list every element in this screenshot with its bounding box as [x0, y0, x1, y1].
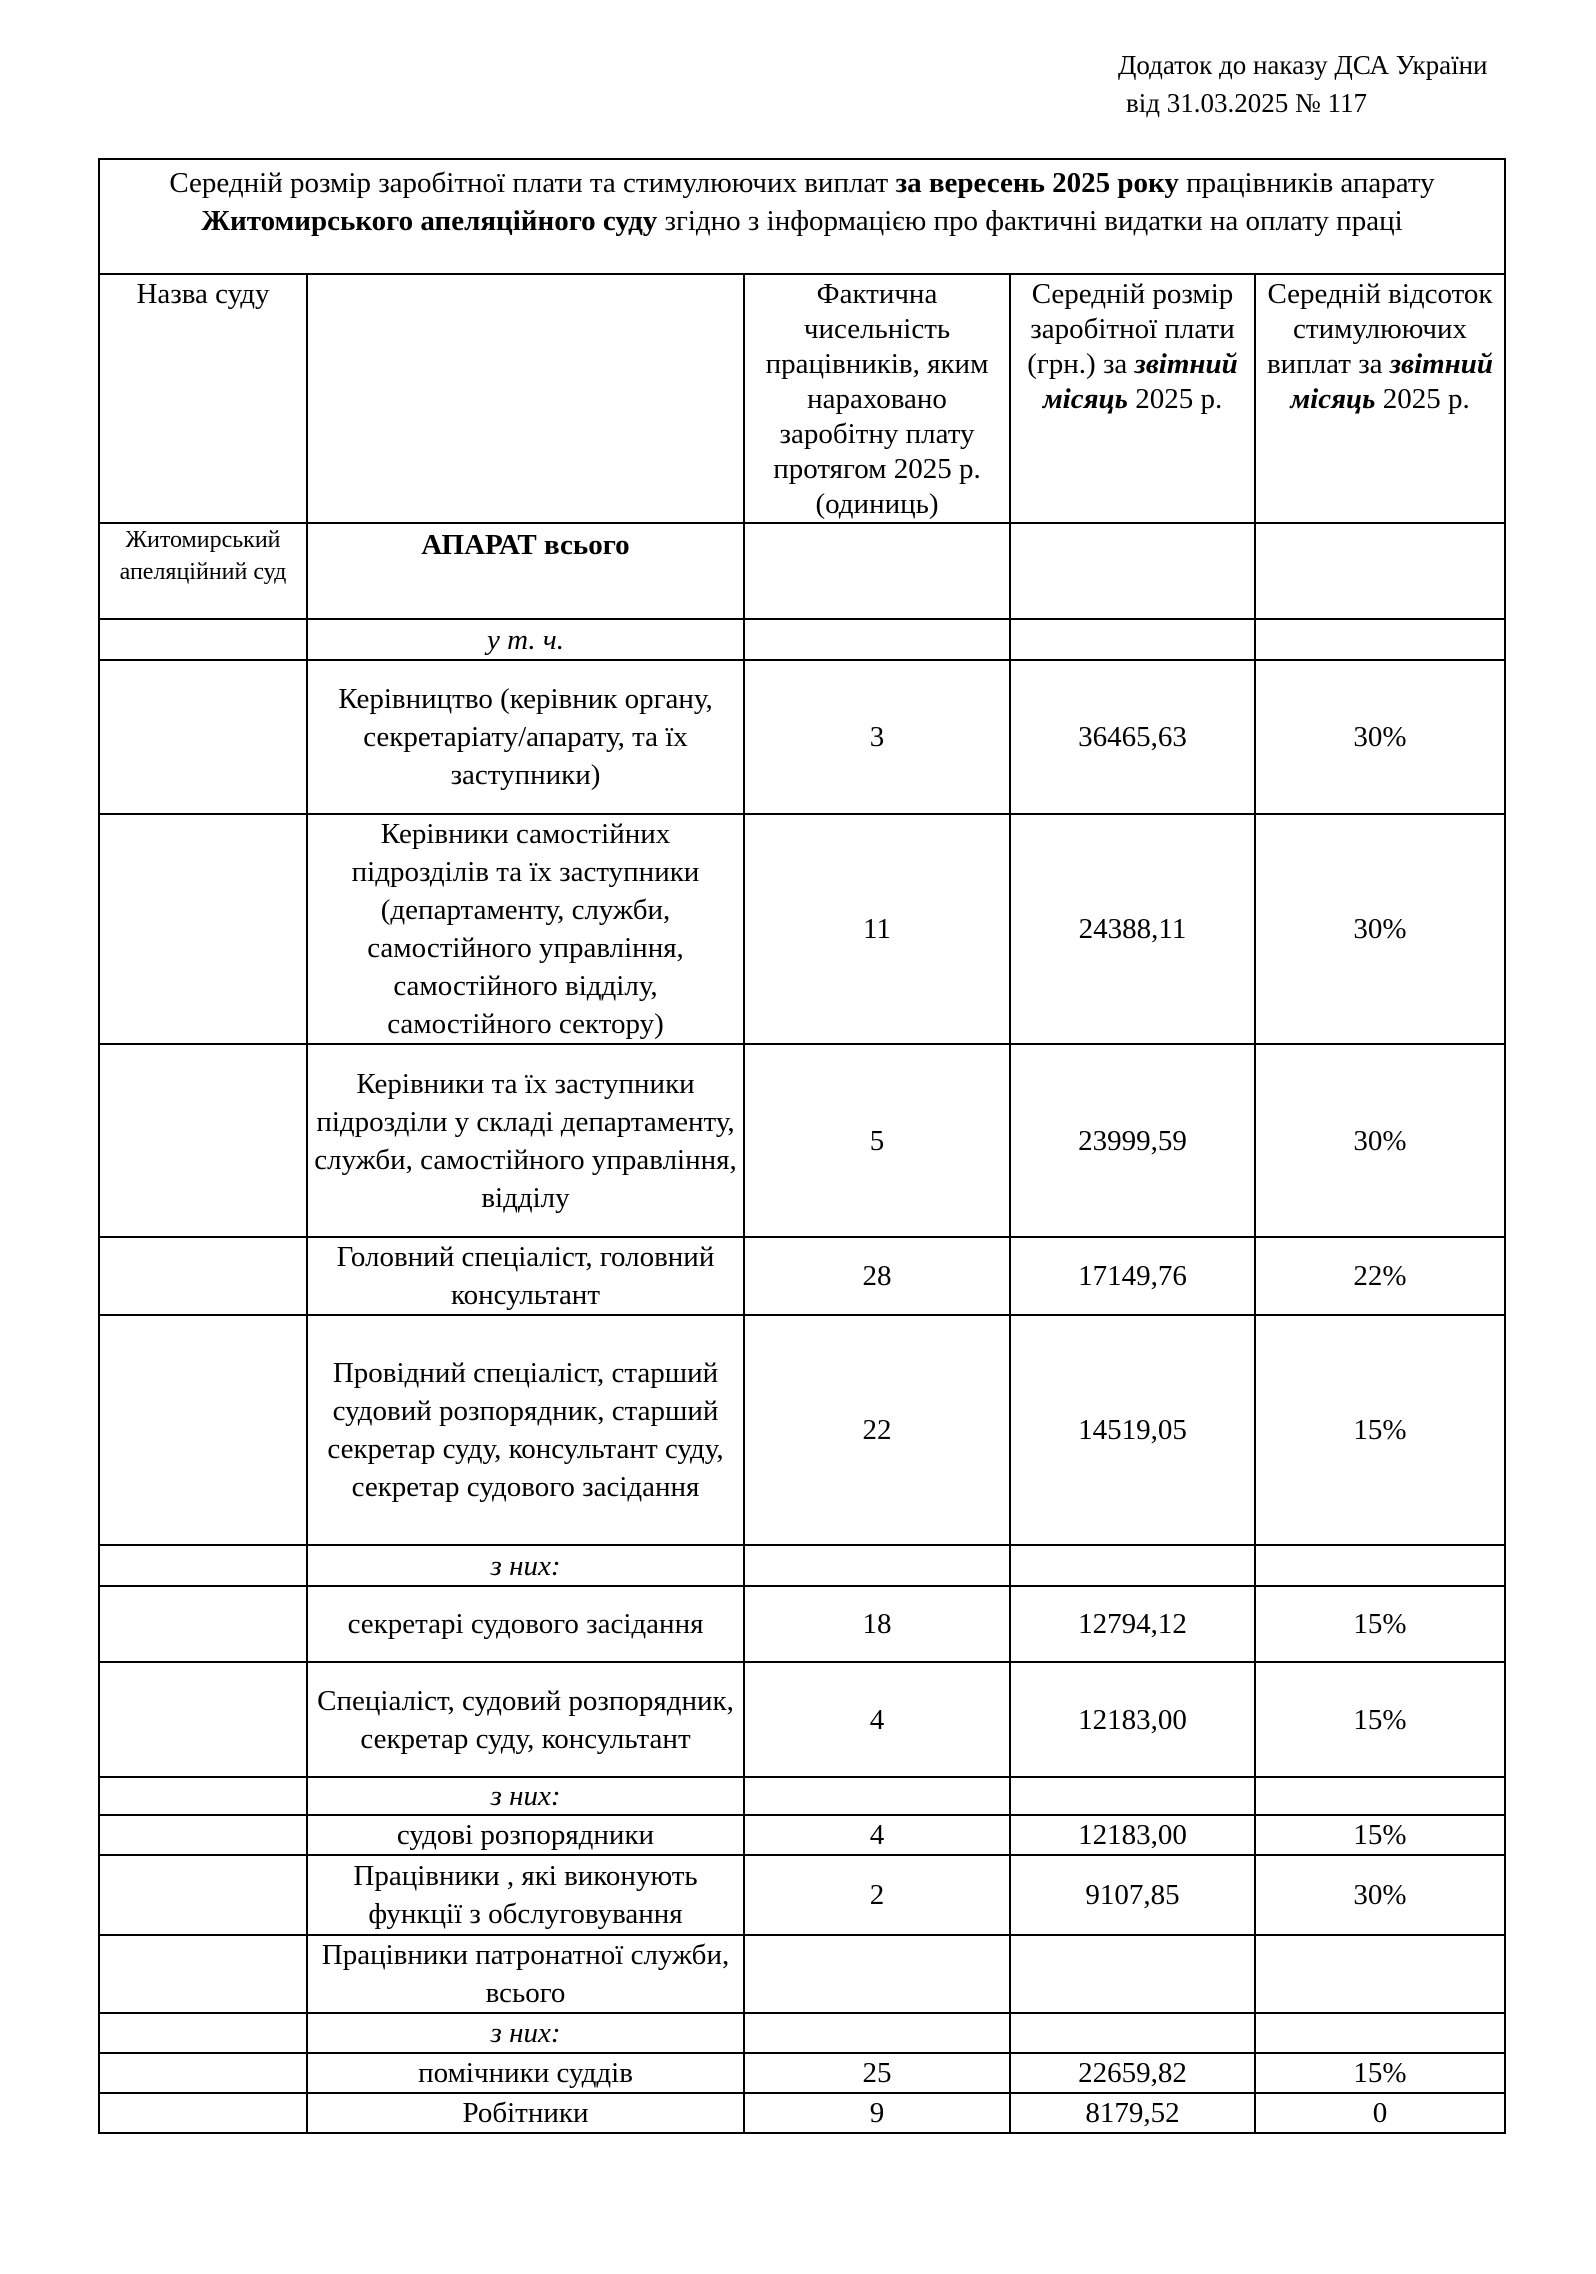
bonus-cell: 15%: [1255, 1315, 1505, 1545]
total-label: АПАРАТ всього: [307, 523, 744, 619]
title-text: згідно з інформацією про фактичні видатки на оплату праці: [657, 205, 1403, 237]
court-cell: [99, 2053, 307, 2093]
title-text: Середній розмір заробітної плати та стимулюючих виплат: [169, 167, 896, 199]
annex-line-2: від 31.03.2025 № 117: [1126, 88, 1367, 118]
count-cell: 5: [744, 1044, 1010, 1237]
bonus-cell: 15%: [1255, 1662, 1505, 1777]
count-cell: 4: [744, 1662, 1010, 1777]
count-cell: [744, 619, 1010, 660]
court-cell: [99, 1586, 307, 1662]
title-period: за вересень 2025 року: [895, 167, 1179, 199]
annex-line-1: Додаток до наказу ДСА України: [1118, 50, 1488, 80]
salary-cell: 12183,00: [1010, 1662, 1255, 1777]
salary-cell: 12794,12: [1010, 1586, 1255, 1662]
total-count: [744, 523, 1010, 619]
position-label: Провідний спеціаліст, старший судовий розпорядник, старший секретар суду, консультант суду, секретар судового засідання: [307, 1315, 744, 1545]
header-salary-period: звітний місяць: [1042, 348, 1238, 415]
count-cell: 22: [744, 1315, 1010, 1545]
count-cell: [744, 1777, 1010, 1815]
position-label: Робітники: [307, 2093, 744, 2133]
header-bonus-year: 2025 р.: [1382, 383, 1470, 415]
subheading-row: [99, 1545, 1505, 1586]
count-cell: 28: [744, 1237, 1010, 1315]
bonus-cell: [1255, 1777, 1505, 1815]
court-cell: [99, 2093, 307, 2133]
position-label: Керівництво (керівник органу, секретаріату/апарату, та їх заступники): [307, 660, 744, 814]
salary-cell: 24388,11: [1010, 814, 1255, 1044]
count-cell: 2: [744, 1855, 1010, 1935]
bonus-cell: 15%: [1255, 2053, 1505, 2093]
position-label: судові розпорядники: [307, 1815, 744, 1855]
table-row: [99, 1044, 1505, 1237]
bonus-cell: [1255, 619, 1505, 660]
table-row: [99, 1237, 1505, 1315]
bonus-cell: [1255, 1545, 1505, 1586]
header-bonus: [1255, 274, 1505, 523]
count-cell: [744, 1545, 1010, 1586]
salary-cell: 23999,59: [1010, 1044, 1255, 1237]
court-cell: [99, 1545, 307, 1586]
header-position: [307, 274, 744, 523]
header-salary-text: Середній розмір заробітної плати (грн.) за: [1027, 278, 1235, 380]
position-label: Спеціаліст, судовий розпорядник, секретар суду, консультант: [307, 1662, 744, 1777]
position-label: Керівники та їх заступники підрозділи у складі департаменту, служби, самостійного управління, відділу: [307, 1044, 744, 1237]
salary-cell: [1010, 2013, 1255, 2053]
subheading-row: [99, 1777, 1505, 1815]
salary-cell: 12183,00: [1010, 1815, 1255, 1855]
total-bonus: [1255, 523, 1505, 619]
salary-cell: 14519,05: [1010, 1315, 1255, 1545]
subheading-label: з них:: [307, 1777, 744, 1815]
court-cell: [99, 814, 307, 1044]
bonus-cell: 15%: [1255, 1815, 1505, 1855]
count-cell: [744, 2013, 1010, 2053]
title-text: працівників апарату: [1178, 167, 1435, 199]
title-court: Житомирського апеляційного суду: [201, 205, 658, 237]
total-row: [99, 523, 1505, 619]
court-name: Житомирський апеляційний суд: [99, 523, 307, 619]
salary-cell: 22659,82: [1010, 2053, 1255, 2093]
table-row: [99, 1935, 1505, 2013]
table-row: [99, 814, 1505, 1044]
court-cell: [99, 1237, 307, 1315]
table-row: [99, 1662, 1505, 1777]
court-cell: [99, 1044, 307, 1237]
court-cell: [99, 1815, 307, 1855]
subheading-row: [99, 619, 1505, 660]
subheading-row: [99, 2013, 1505, 2053]
position-label: секретарі судового засідання: [307, 1586, 744, 1662]
bonus-cell: 22%: [1255, 1237, 1505, 1315]
header-row: [99, 274, 1505, 523]
salary-cell: 36465,63: [1010, 660, 1255, 814]
court-cell: [99, 660, 307, 814]
salary-cell: [1010, 1545, 1255, 1586]
salary-cell: 9107,85: [1010, 1855, 1255, 1935]
total-salary: [1010, 523, 1255, 619]
salary-cell: 8179,52: [1010, 2093, 1255, 2133]
court-cell: [99, 2013, 307, 2053]
table-row: [99, 1855, 1505, 1935]
table-row: [99, 1315, 1505, 1545]
count-cell: 25: [744, 2053, 1010, 2093]
count-cell: 4: [744, 1815, 1010, 1855]
count-cell: 18: [744, 1586, 1010, 1662]
position-label: Керівники самостійних підрозділів та їх заступники (департаменту, служби, самостійного управління, самостійного відділу, самостійного сектору): [307, 814, 744, 1044]
bonus-cell: 0: [1255, 2093, 1505, 2133]
court-cell: [99, 1855, 307, 1935]
header-count: Фактична чисельність працівників, яким нараховано заробітну плату протягом 2025 р. (одиниць): [744, 274, 1010, 523]
bonus-cell: 30%: [1255, 660, 1505, 814]
court-cell: [99, 1777, 307, 1815]
title-row: [99, 159, 1505, 274]
court-cell: [99, 619, 307, 660]
count-cell: 9: [744, 2093, 1010, 2133]
salary-cell: [1010, 1935, 1255, 2013]
table-title: [99, 159, 1505, 274]
header-salary-year: 2025 р.: [1135, 383, 1223, 415]
header-salary: [1010, 274, 1255, 523]
position-label: Працівники , які виконують функції з обслуговування: [307, 1855, 744, 1935]
table-row: [99, 2093, 1505, 2133]
bonus-cell: 30%: [1255, 1044, 1505, 1237]
position-label: помічники суддів: [307, 2053, 744, 2093]
table-row: [99, 2053, 1505, 2093]
court-cell: [99, 1315, 307, 1545]
count-cell: 3: [744, 660, 1010, 814]
table-row: [99, 1586, 1505, 1662]
header-bonus-period: звітний місяць: [1290, 348, 1494, 415]
court-cell: [99, 1662, 307, 1777]
position-label: Головний спеціаліст, головний консультант: [307, 1237, 744, 1315]
court-cell: [99, 1935, 307, 2013]
salary-cell: [1010, 1777, 1255, 1815]
salary-table: [98, 158, 1506, 2134]
bonus-cell: [1255, 1935, 1505, 2013]
annex-note: [1118, 46, 1488, 122]
count-cell: [744, 1935, 1010, 2013]
count-cell: 11: [744, 814, 1010, 1044]
salary-cell: [1010, 619, 1255, 660]
table-row: [99, 1815, 1505, 1855]
salary-cell: 17149,76: [1010, 1237, 1255, 1315]
bonus-cell: 30%: [1255, 1855, 1505, 1935]
subheading-label: у т. ч.: [307, 619, 744, 660]
header-court-name: Назва суду: [99, 274, 307, 523]
header-bonus-text: Середній відсоток стимулюючих виплат за: [1266, 278, 1493, 380]
subheading-label: з них:: [307, 1545, 744, 1586]
bonus-cell: 30%: [1255, 814, 1505, 1044]
bonus-cell: 15%: [1255, 1586, 1505, 1662]
bonus-cell: [1255, 2013, 1505, 2053]
table-row: [99, 660, 1505, 814]
position-label: Працівники патронатної служби, всього: [307, 1935, 744, 2013]
subheading-label: з них:: [307, 2013, 744, 2053]
